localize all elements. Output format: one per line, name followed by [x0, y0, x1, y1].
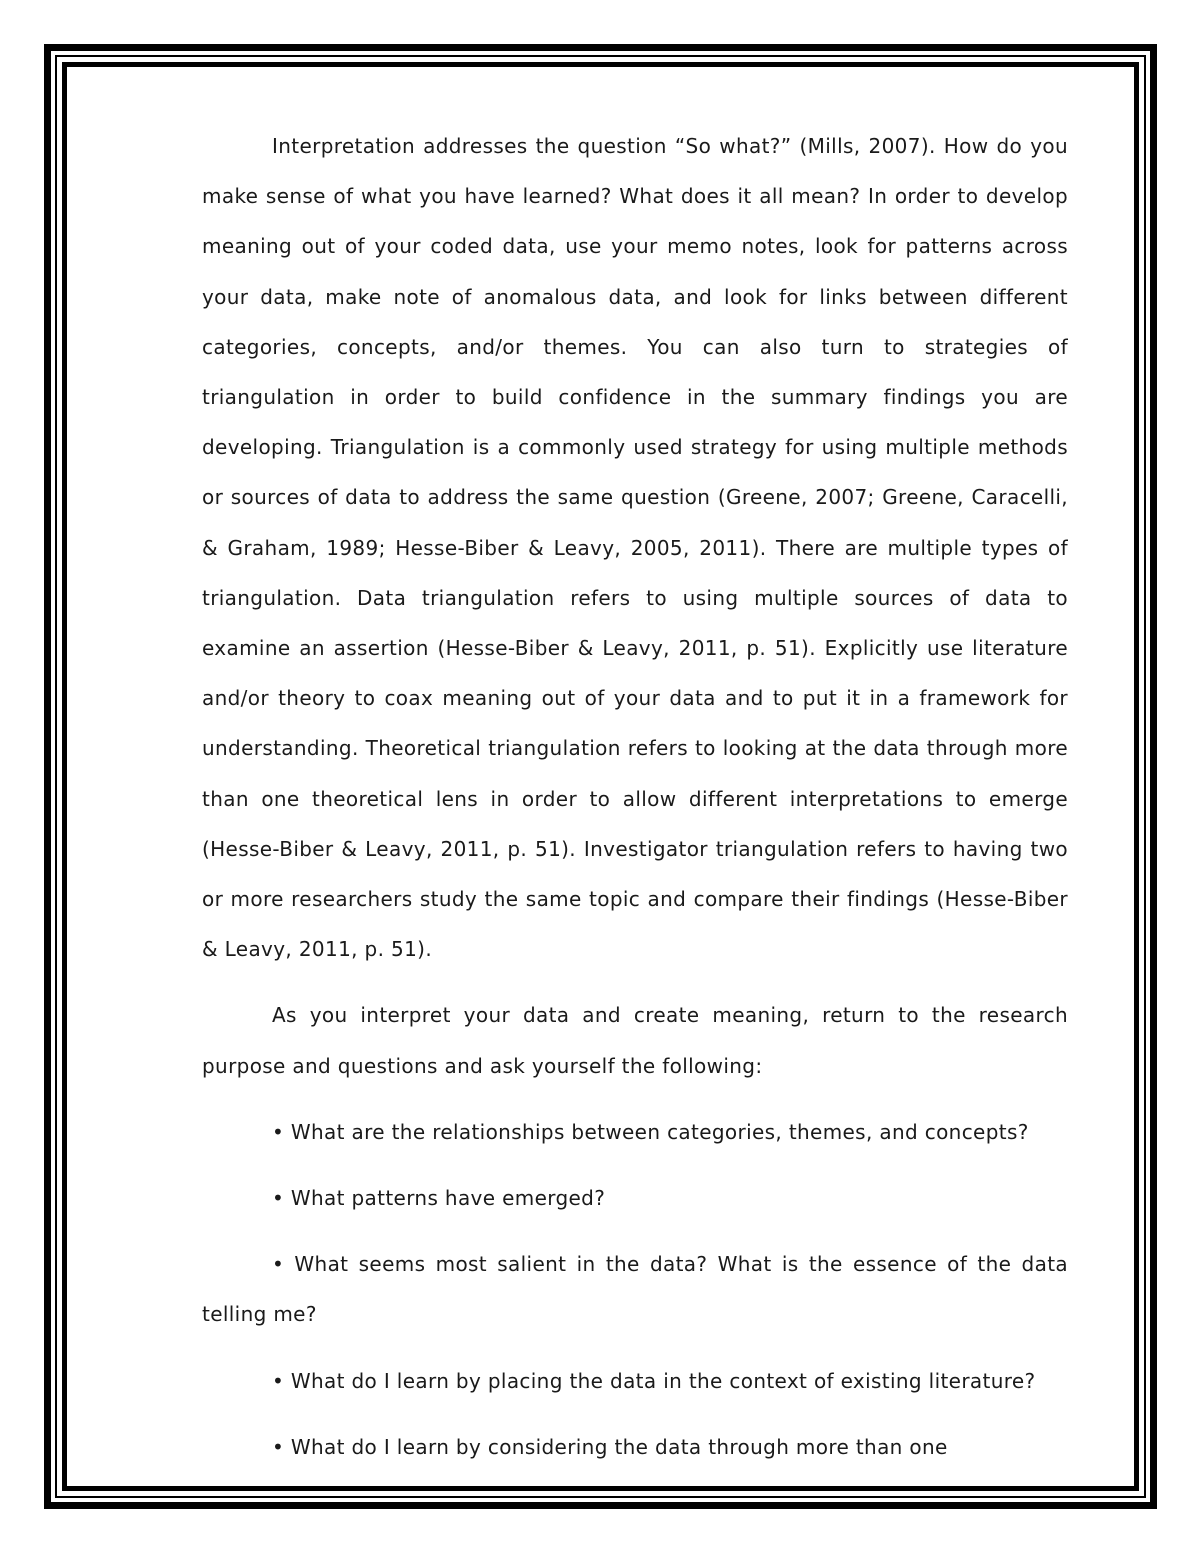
document-text — [202, 121, 1068, 1472]
bullet-item: • What do I learn by placing the data in the context of existing literature? — [272, 1368, 1036, 1393]
bullet-item: • What are the relationships between categories, themes, and concepts? — [272, 1119, 1029, 1144]
page-body — [202, 121, 1068, 1473]
bullet-item: • What do I learn by considering the data through more than one — [272, 1434, 948, 1459]
bullet-item: • What seems most salient in the data? What is the essence of the data telling me? — [202, 1252, 1068, 1327]
bullet-item: • What patterns have emerged? — [272, 1186, 606, 1211]
paragraph-interpretation: Interpretation addresses the question “So what?” (Mills, 2007). How do you make sense of what you have learned? What does it all mean? In order to develop meaning out of your coded data, use your memo notes, look for patterns across your data, make note of anomalous data, and look for links between different categories, concepts, and/or themes. You can also turn to strategies of triangulation in order to build confidence in the summary findings you are developing. Triangulation is a commonly used strategy for using multiple methods or sources of data to address the same question (Greene, 2007; Greene, Caracelli, & Graham, 1989; Hesse-Biber & Leavy, 2005, 2011). There are multiple types of triangulation. Data triangulation refers to using multiple sources of data to examine an assertion (Hesse-Biber & Leavy, 2011, p. 51). Explicitly use literature and/or theory to coax meaning out of your data and to put it in a framework for understanding. Theoretical triangulation refers to looking at the data through more than one theoretical lens in order to allow different interpretations to emerge (Hesse-Biber & Leavy, 2011, p. 51). Investigator triangulation refers to having two or more researchers study the same topic and compare their findings (Hesse-Biber & Leavy, 2011, p. 51). — [202, 134, 1068, 962]
paragraph-interpret-data: As you interpret your data and create meaning, return to the research purpose and questions and ask yourself the following: — [202, 1003, 1068, 1078]
